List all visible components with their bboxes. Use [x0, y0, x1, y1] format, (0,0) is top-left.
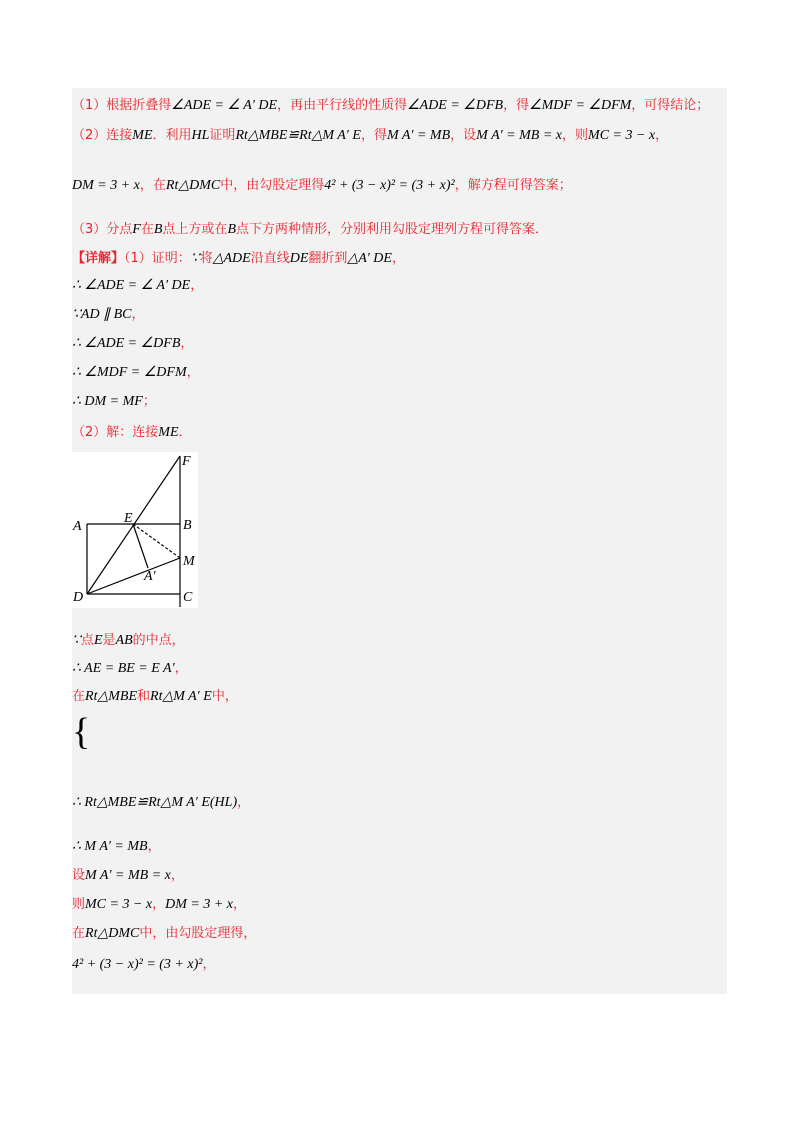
detail-line-5: [72, 364, 200, 382]
text: ，: [147, 839, 161, 854]
label-A-prime: A′: [144, 569, 156, 584]
text: ，得: [503, 98, 530, 113]
label-E: E: [124, 511, 133, 526]
text: ，: [170, 868, 184, 883]
text: （3）分点: [72, 222, 133, 237]
segment-EA1: [133, 524, 148, 568]
detail-line-6: [72, 393, 156, 411]
text: ，在: [139, 178, 166, 193]
math: Rt△DMC: [165, 178, 221, 193]
math: ∠MDF = ∠DFM: [529, 98, 632, 113]
math: ME: [132, 128, 153, 143]
math: ∠ADE = ∠ A′ DE: [171, 98, 278, 113]
geometry-figure: [72, 452, 198, 608]
math: △A′ DE: [347, 251, 392, 266]
text: 沿直线: [250, 251, 290, 266]
detail-line-11: [72, 794, 250, 812]
math: ∠ADE = ∠DFB: [407, 98, 504, 113]
detail-line-7: [72, 424, 192, 442]
label-D: D: [73, 590, 84, 605]
text: ，: [655, 128, 669, 143]
text: 中，由勾股定理得: [220, 178, 325, 193]
text: （2）连接: [72, 128, 133, 143]
analysis-line-2: [72, 127, 668, 145]
text: ，则: [562, 128, 589, 143]
math: ∵AD ∥ BC: [72, 307, 132, 322]
math: AB: [115, 633, 133, 648]
text: 的中点，: [132, 633, 185, 648]
text: 是: [102, 633, 116, 648]
text: 在: [72, 926, 86, 941]
math: B: [153, 222, 163, 237]
math: M A′ = MB = x: [85, 868, 171, 883]
text: 翻折到: [308, 251, 348, 266]
detail-tag: 【详解】: [72, 251, 125, 266]
geometry-diagram: [72, 452, 198, 608]
math: B: [227, 222, 236, 237]
math: ∵: [72, 633, 81, 648]
math: M A′ = MB = x: [476, 128, 563, 143]
label-F: F: [182, 454, 191, 469]
math: MC = 3 − x: [588, 128, 656, 143]
label-B: B: [183, 518, 192, 533]
text: （1）证明：: [124, 251, 191, 266]
text: ，可得结论；: [631, 98, 710, 113]
math: ∴ ∠MDF = ∠DFM: [72, 365, 187, 380]
math: ∴ ∠ADE = ∠ A′ DE: [72, 278, 191, 293]
text: （2）解：连接: [72, 425, 159, 440]
text: 中，: [211, 689, 238, 704]
detail-line-3: [72, 306, 144, 324]
detail-line-15: [72, 925, 256, 943]
text: ，: [180, 336, 194, 351]
text: ，解方程可得答案；: [454, 178, 572, 193]
math: △ADE: [212, 251, 251, 266]
text: ，: [391, 251, 405, 266]
text: ，: [186, 365, 200, 380]
math: ∴ M A′ = MB: [72, 839, 148, 854]
detail-line-1: [72, 250, 405, 268]
math: F: [132, 222, 141, 237]
text: 将: [199, 251, 213, 266]
detail-line-12: [72, 838, 161, 856]
text: 证明: [209, 128, 236, 143]
detail-line-8: [72, 632, 185, 650]
text: 则: [72, 897, 86, 912]
detail-line-9: [72, 660, 188, 678]
segment-EM-dashed: [133, 524, 180, 558]
math: E: [93, 633, 103, 648]
math: M A′ = MB: [386, 128, 451, 143]
text: ．: [178, 425, 192, 440]
math: 4² + (3 − x)² = (3 + x)²: [324, 178, 455, 193]
text: ，: [190, 278, 204, 293]
math: ∴ DM = MF: [72, 394, 143, 409]
analysis-line-4: [72, 221, 548, 239]
text: （1）根据折叠得: [72, 98, 172, 113]
math: HL: [191, 128, 210, 143]
math: DM = 3 + x: [72, 178, 140, 193]
text: ，: [233, 897, 247, 912]
text: ，: [237, 795, 251, 810]
text: 设: [72, 868, 86, 883]
math: Rt△MBE≌Rt△M A′ E: [235, 128, 361, 143]
math: ∴ AE = BE = E A′: [72, 661, 175, 676]
text: 点: [80, 633, 94, 648]
label-A: A: [73, 519, 82, 534]
math: ∴ ∠ADE = ∠DFB: [72, 336, 181, 351]
text: ，: [202, 957, 216, 972]
detail-line-16: [72, 956, 215, 974]
text: ，: [174, 661, 188, 676]
math: DM = 3 + x: [165, 897, 234, 912]
analysis-line-3: [72, 177, 572, 195]
detail-line-10: [72, 688, 238, 706]
text: 点上方或在: [162, 222, 228, 237]
detail-line-13: [72, 867, 184, 885]
math: Rt△MBE: [85, 689, 137, 704]
text: ，得: [360, 128, 387, 143]
analysis-line-1: [72, 97, 709, 115]
text: ，: [131, 307, 145, 322]
detail-line-4: [72, 335, 193, 353]
math: Rt△M A′ E: [150, 689, 212, 704]
left-brace: {: [72, 711, 91, 753]
text: ，: [152, 897, 166, 912]
detail-line-14: [72, 896, 246, 914]
text: 在: [140, 222, 154, 237]
math: DE: [289, 251, 309, 266]
text: ；: [142, 394, 156, 409]
math: Rt△DMC: [85, 926, 140, 941]
text: 和: [137, 689, 151, 704]
text: 点下方两种情形，分别利用勾股定理列方程可得答案．: [236, 222, 549, 237]
label-M: M: [183, 554, 195, 569]
text: 中，由勾股定理得，: [139, 926, 257, 941]
math: ∴ Rt△MBE≌Rt△M A′ E(HL): [72, 795, 238, 810]
detail-line-2: [72, 277, 203, 295]
label-C: C: [183, 590, 193, 605]
text: ，设: [450, 128, 477, 143]
text: ．利用: [152, 128, 192, 143]
segment-DM: [87, 558, 180, 594]
math: ME: [158, 425, 179, 440]
text: 在: [72, 689, 86, 704]
math: 4² + (3 − x)² = (3 + x)²: [72, 957, 203, 972]
math: ∵: [190, 251, 200, 266]
text: ，再由平行线的性质得: [277, 98, 408, 113]
math: MC = 3 − x: [85, 897, 153, 912]
